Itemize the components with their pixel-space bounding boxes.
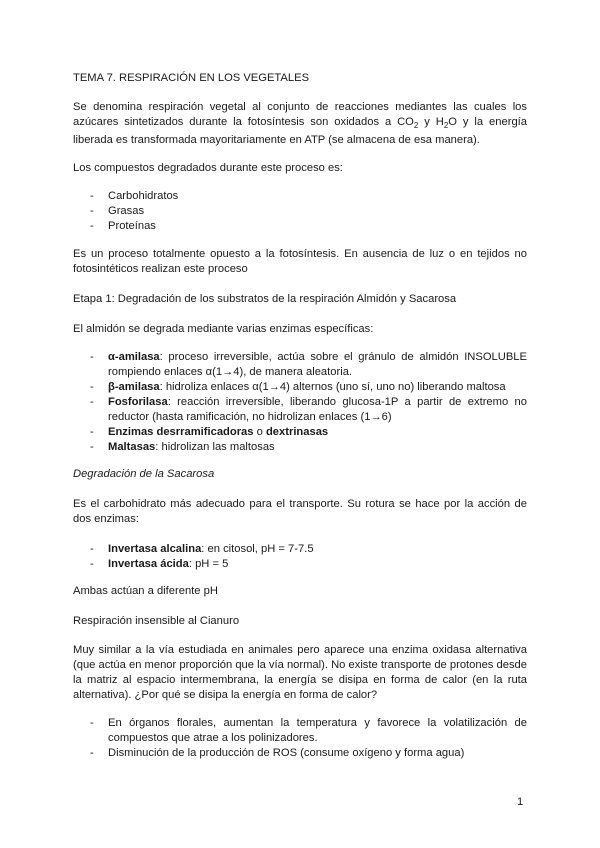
opuesto-paragraph: Es un proceso totalmente opuesto a la fotosíntesis. En ausencia de luz o en tejidos no fotosintéticos realizan este proceso [73,248,527,275]
almidon-intro: El almidón se degrada mediante varias enzimas específicas: [73,323,374,335]
page-number: 1 [517,796,524,808]
list-item: - Maltasas: hidrolizan las maltosas [90,441,275,453]
cianuro-heading: Respiración insensible al Cianuro [73,615,240,627]
compuestos-intro: Los compuestos degradados durante este proceso es: [73,162,343,174]
list-item: - α-amilasa: proceso irreversible, actúa sobre el gránulo de almidón INSOLUBLE rompiendo enlaces α(1→4), de manera aleatoria. [90,351,527,378]
list-item: - Carbohidratos [90,190,179,202]
ambas-paragraph: Ambas actúan a diferente pH [73,585,218,597]
list-item: - Disminución de la producción de ROS (consume oxígeno y forma agua) [90,747,465,759]
etapa1-heading: Etapa 1: Degradación de los substratos de la respiración Almidón y Sacarosa [73,293,457,305]
list-item: - Proteínas [90,220,156,232]
list-item: - Enzimas desrramificadoras o dextrinasas [90,426,329,438]
list-item: - β-amilasa: hidroliza enlaces α(1→4) alternos (uno sí, uno no) liberando maltosa [90,381,506,393]
list-item: - En órganos florales, aumentan la temperatura y favorece la volatilización de compuestos que atrae a los polinizadores. [90,717,527,744]
list-item: - Invertasa alcalina: en citosol, pH = 7-7.5 [90,543,314,555]
sacarosa-paragraph: Es el carbohidrato más adecuado para el transporte. Su rotura se hace por la acción de dos enzimas: [73,498,527,525]
sacarosa-heading: Degradación de la Sacarosa [73,468,215,480]
list-item: - Invertasa ácida: pH = 5 [90,558,229,570]
cianuro-paragraph: Muy similar a la vía estudiada en animales pero aparece una enzima oxidasa alternativa (que actúa en menor proporción que la vía normal). No existe transporte de protones desde la matriz al espacio intermembrana, la energía se disipa en forma de calor (en la ruta alternativa). ¿Por qué se disipa la energía en forma de calor? [73,644,527,701]
page-title: TEMA 7. RESPIRACIÓN EN LOS VEGETALES [73,72,310,84]
intro-paragraph: Se denomina respiración vegetal al conjunto de reacciones mediantes las cuales los azúcares sintetizados durante la fotosíntesis son oxidados a $CO_2$ y $H_2O$ y la energía liberada es transformada mayoritariamente en ATP (se almacena de esa manera). [73,101,527,147]
list-item: - Fosforilasa: reacción irreversible, liberando glucosa-1P a partir de extremo no reductor (hasta ramificación, no hidrolizan enlaces (1→6) [90,396,527,423]
list-item: - Grasas [90,205,145,217]
